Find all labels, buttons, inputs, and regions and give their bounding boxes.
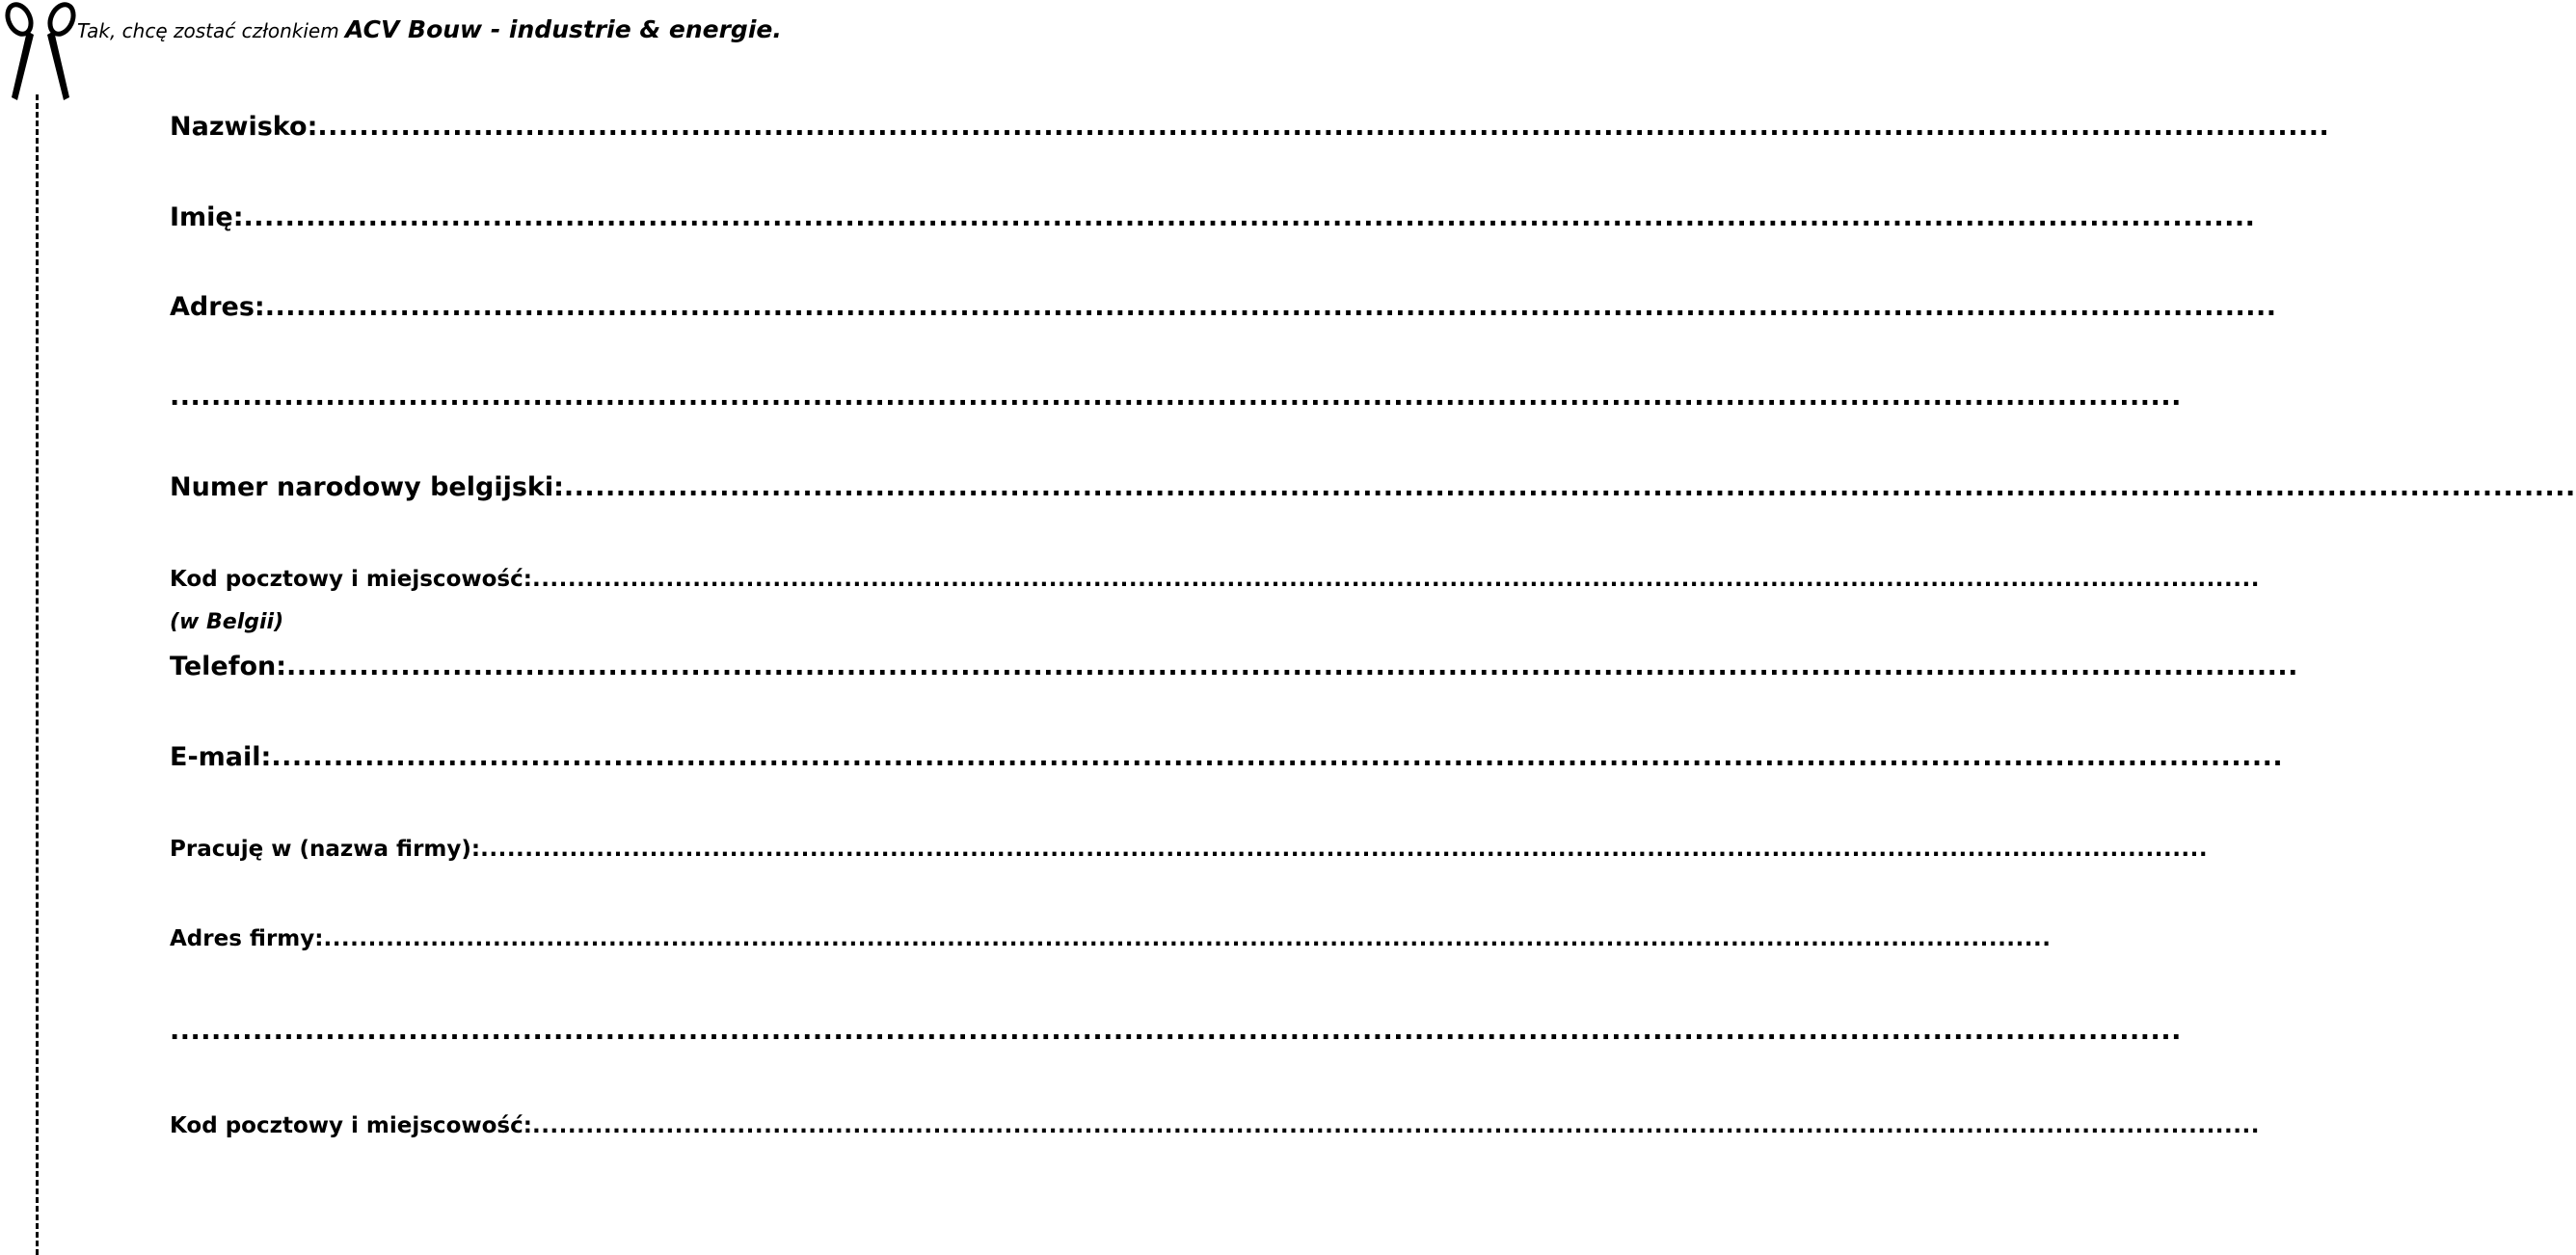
first-name-label: Imię: (170, 202, 244, 232)
employer-address-field[interactable] (170, 923, 2052, 954)
surname-label: Nazwisko: (170, 112, 318, 142)
heading-organization: ACV Bouw - industrie & energie. (345, 15, 782, 43)
employer-postal-code-city-field[interactable] (170, 1110, 2260, 1141)
employer-field[interactable] (170, 834, 2209, 865)
employer-dotted-line: .................................................................................................................................................................................................. (480, 837, 2209, 862)
employer-postal-code-city-dotted-line: .................................................................................................................................................................................................. (531, 1113, 2260, 1138)
scissors-icon (2, 0, 79, 104)
employer-postal-code-city-label: Kod pocztowy i miejscowość: (170, 1113, 532, 1138)
surname-dotted-line: .................................................................................................................................................................................................. (317, 112, 2330, 142)
national-number-label: Numer narodowy belgijski: (170, 472, 564, 502)
email-dotted-line: .................................................................................................................................................................................................. (271, 742, 2284, 772)
postal-note: (w Belgii) (170, 610, 284, 634)
employer-address-line2-dotted-line: .................................................................................................................................................................................................. (170, 1016, 2182, 1046)
postal-code-city-label: Kod pocztowy i miejscowość: (170, 567, 532, 592)
phone-field[interactable] (170, 650, 2298, 684)
employer-address-dotted-line: .................................................................................................................................................................................................. (323, 926, 2052, 951)
employer-address-label: Adres firmy: (170, 926, 324, 951)
phone-dotted-line: .................................................................................................................................................................................................. (286, 652, 2298, 681)
form-heading (77, 13, 782, 49)
first-name-dotted-line: .................................................................................................................................................................................................. (243, 202, 2256, 232)
address-dotted-line: .................................................................................................................................................................................................. (264, 292, 2277, 322)
cut-line (36, 94, 39, 1255)
address-label: Adres: (170, 292, 265, 322)
first-name-field[interactable] (170, 200, 2256, 235)
employer-address-line2-field[interactable] (170, 1014, 2182, 1049)
address-line2-field[interactable] (170, 380, 2182, 414)
national-number-field[interactable] (170, 470, 2576, 505)
address-line2-dotted-line: .................................................................................................................................................................................................. (170, 382, 2182, 412)
heading-lead: Tak, chcę zostać członkiem (77, 19, 346, 42)
email-field[interactable] (170, 740, 2284, 775)
postal-code-city-dotted-line: .................................................................................................................................................................................................. (531, 567, 2260, 592)
employer-label: Pracuję w (nazwa firmy): (170, 837, 481, 862)
email-label: E-mail: (170, 742, 272, 772)
phone-label: Telefon: (170, 652, 287, 681)
postal-code-city-field[interactable] (170, 564, 2260, 595)
national-number-dotted-line: .................................................................................................................................................................................................. (563, 472, 2576, 502)
address-field[interactable] (170, 290, 2277, 325)
surname-field[interactable] (170, 110, 2330, 145)
